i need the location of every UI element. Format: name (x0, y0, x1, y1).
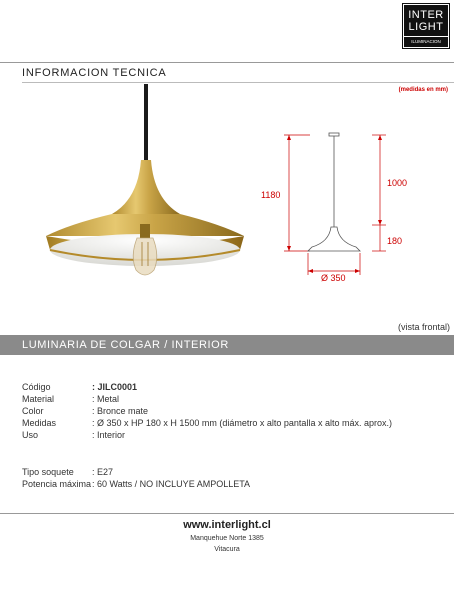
measures-note: (medidas en mm) (398, 87, 448, 93)
spec-label: Color (22, 406, 44, 416)
spec-label: Tipo soquete (22, 467, 74, 477)
spec-value: : JILC0001 (92, 382, 138, 392)
spec-value: : Ø 350 x HP 180 x H 1500 mm (diámetro x alto pantalla x alto máx. aprox.) (92, 418, 392, 428)
view-note: (vista frontal) (397, 322, 450, 332)
footer-address: Manquehue Norte 1385 (190, 535, 264, 542)
logo-line-2: LIGHT (408, 21, 444, 33)
spec-row-material (22, 393, 392, 405)
section-title: INFORMACION TECNICA (22, 67, 167, 79)
footer-website[interactable]: www.interlight.cl (183, 519, 271, 531)
spec-value: : 60 Watts / NO INCLUYE AMPOLLETA (92, 479, 251, 489)
dim-diameter: Ø 350 (321, 273, 346, 283)
spec-label: Código (22, 382, 51, 392)
footer-divider (0, 513, 454, 514)
category-bar: LUMINARIA DE COLGAR / INTERIOR (0, 335, 454, 355)
logo-line-3: ILUMINACION (404, 36, 448, 44)
brand-logo (403, 4, 449, 48)
spec-list-electrical (22, 466, 250, 490)
technical-drawing (280, 125, 403, 290)
spec-list (22, 381, 392, 441)
spec-value: : Bronce mate (92, 406, 149, 416)
spec-row-medidas (22, 417, 392, 429)
spec-label: Medidas (22, 418, 57, 428)
spec-row-uso (22, 429, 392, 441)
spec-row-soquete (22, 466, 250, 478)
dim-total-height: 1180 (261, 190, 281, 200)
spec-label: Uso (22, 430, 39, 440)
spec-value: : E27 (92, 467, 114, 477)
spec-value: : Interior (92, 430, 126, 440)
spec-row-color (22, 405, 392, 417)
spec-value: : Metal (92, 394, 120, 404)
top-divider (0, 62, 454, 63)
spec-row-codigo (22, 381, 392, 393)
footer-city: Vitacura (214, 546, 240, 553)
title-underline (22, 82, 454, 83)
lamp-photo (40, 84, 250, 284)
spec-label: Potencia máxima (22, 479, 92, 489)
dim-shade-height: 180 (387, 236, 403, 246)
spec-row-potencia (22, 478, 250, 490)
dim-cable-length: 1000 (387, 178, 408, 188)
spec-label: Material (22, 394, 55, 404)
logo-line-1: INTER (408, 9, 444, 21)
